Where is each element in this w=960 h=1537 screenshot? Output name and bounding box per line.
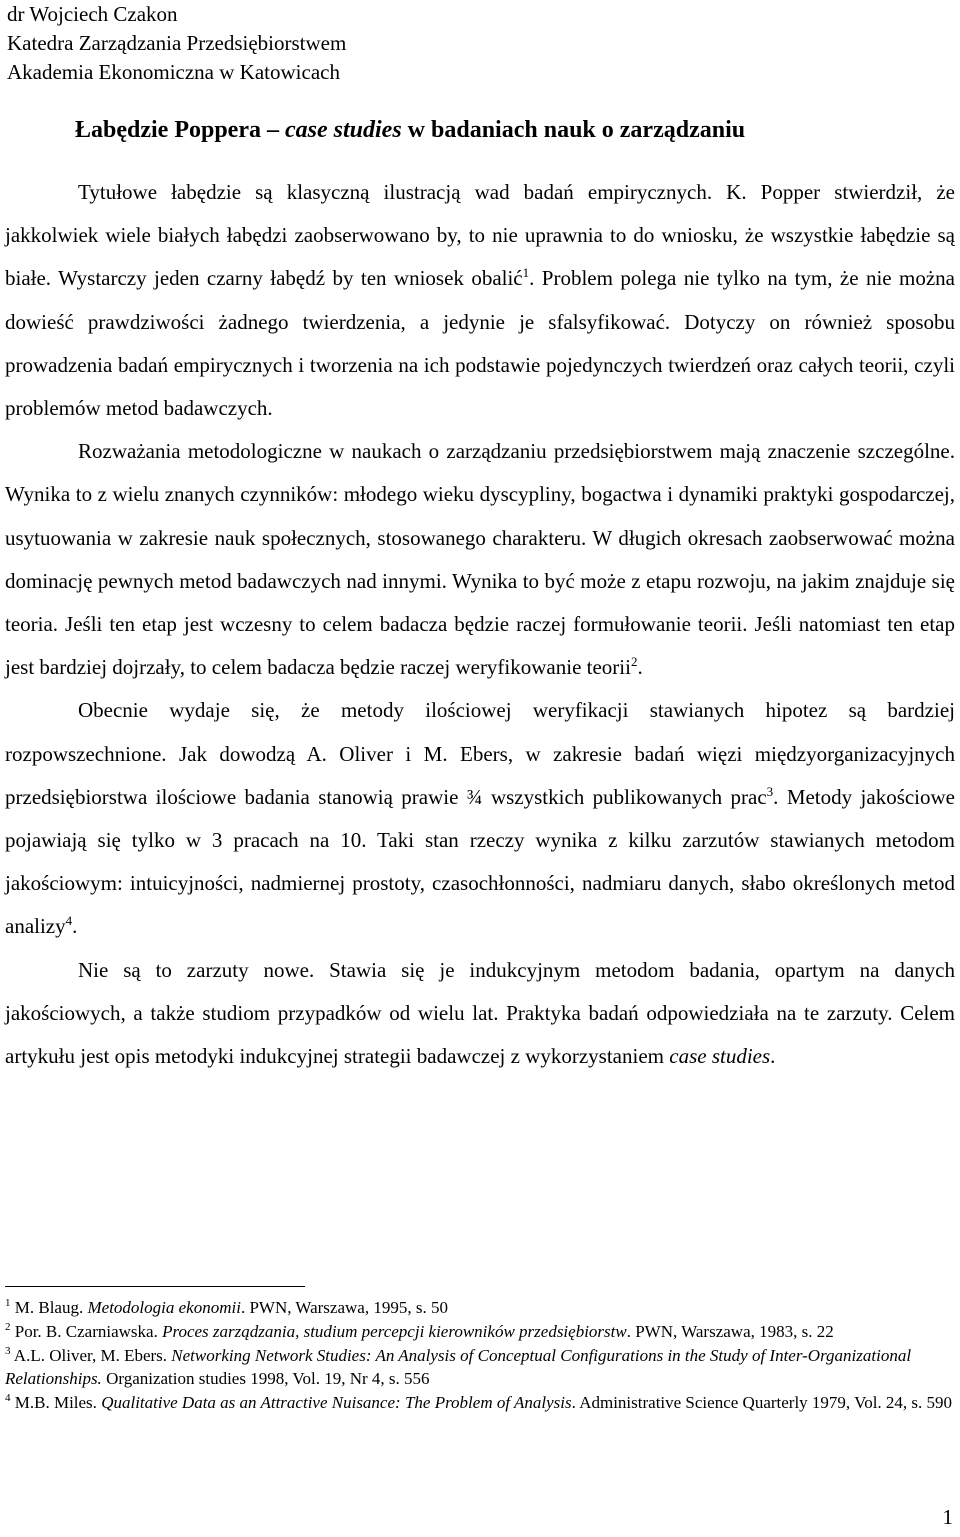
footnote-2 [5,1320,955,1343]
footnote-rest: Organization studies 1998, Vol. 19, Nr 4, s. 556 [101,1369,430,1388]
footnotes [5,1296,955,1415]
footnote-separator [5,1286,305,1287]
footnote-ref-2: 2 [630,654,638,670]
footnote-ref-1: 1 [522,265,530,281]
footnote-author: A.L. Oliver, M. Ebers. [10,1346,172,1365]
footnote-title: Networking Network Studies: An Analysis of Conceptual Configurations in the Study of Inter-Organizational Relationships. [5,1346,912,1388]
paragraph-3-text-c: . [72,914,78,939]
footnote-ref-4: 4 [65,913,73,929]
author-department: Katedra Zarządzania Przedsiębiorstwem [7,31,347,55]
article-title [75,113,745,147]
footnote-3 [5,1344,955,1390]
paragraph-4 [5,949,955,1079]
paragraph-4-italic: case studies [669,1044,771,1069]
footnote-number: 2 [5,1321,11,1333]
paragraph-3-text-b: . Metody jakościowe pojawiają się tylko w 3 pracach na 10. Taki stan rzeczy wynika z kilku zarzutów stawianych metodom jakościowym: intuicyjności, nadmiernej prostoty, czasochłonności, nadmiaru danych, słabo określonych metod analizy [5,784,956,939]
paragraph-3 [5,689,955,948]
title-italic: case studies [285,117,402,143]
author-header [7,0,346,87]
footnote-rest: . PWN, Warszawa, 1983, s. 22 [626,1322,834,1341]
paragraph-2-text-a: Rozważania metodologiczne w naukach o zarządzaniu przedsiębiorstwem mają znaczenie szczególne. Wynika to z wielu znanych czynników: młodego wieku dyscypliny, bogactwa i dynamiki praktyki gospodarczej, usytuowania w zakresie nauk społecznych, stosowanego charakteru. W długich okresach zaobserwować można dominację pewnych metod badawczych nad innymi. Wynika to być może z etapu rozwoju, na jakim znajduje się teoria. Jeśli ten etap jest wczesny to celem badacza będzie raczej formułowanie teorii. Jeśli natomiast ten etap jest bardziej dojrzały, to celem badacza będzie raczej weryfikowanie teorii [5,439,955,680]
paragraph-2-text-b: . [637,655,643,680]
footnote-author: Por. B. Czarniawska. [10,1322,163,1341]
footnote-title: Qualitative Data as an Attractive Nuisance: The Problem of Analysis [101,1393,572,1412]
footnote-title: Proces zarządzania, studium percepcji kierowników przedsiębiorstw [162,1322,627,1341]
footnote-4 [5,1391,955,1414]
footnote-number: 1 [5,1297,11,1309]
author-institution: Akademia Ekonomiczna w Katowicach [7,60,340,84]
paragraph-4-text-b: . [770,1044,776,1069]
paragraph-4-text-a: Nie są to zarzuty nowe. Stawia się je indukcyjnym metodom badania, opartym na danych jakościowych, a także studiom przypadków od wielu lat. Praktyka badań odpowiedziała na te zarzuty. Celem artykułu jest opis metodyki indukcyjnej strategii badawczej z wykorzystaniem [5,957,955,1069]
footnote-author: M. Blaug. [10,1298,88,1317]
title-part-1: Łabędzie Poppera – [75,117,285,143]
author-name: dr Wojciech Czakon [7,2,178,26]
footnote-1 [5,1296,955,1319]
paragraph-1 [5,171,955,430]
article-body [5,171,955,1078]
footnote-number: 4 [5,1392,11,1404]
footnote-ref-3: 3 [766,783,774,799]
title-part-2: w badaniach nauk o zarządzaniu [401,117,746,143]
paragraph-2 [5,430,955,689]
page-number: 1 [942,1505,953,1529]
footnote-number: 3 [5,1345,11,1357]
footnote-author: M.B. Miles. [10,1393,102,1412]
paragraph-1-text-a: Tytułowe łabędzie są klasyczną ilustracją wad badań empirycznych. K. Popper stwierdził, że jakkolwiek wiele białych łabędzi zaobserwowano by, to nie uprawnia to do wniosku, że wszystkie łabędzie są białe. Wystarczy jeden czarny łabędź by ten wniosek obalić [5,180,955,291]
footnote-title: Metodologia ekonomii [87,1298,241,1317]
footnote-rest: . PWN, Warszawa, 1995, s. 50 [240,1298,448,1317]
paragraph-1-text-b: . Problem polega nie tylko na tym, że nie można dowieść prawdziwości żadnego twierdzenia, a jedynie je sfalsyfikować. Dotyczy on również sposobu prowadzenia badań empirycznych i tworzenia na ich podstawie pojedynczych twierdzeń oraz całych teorii, czyli problemów metod badawczych. [5,266,956,421]
paragraph-3-text-a: Obecnie wydaje się, że metody ilościowej weryfikacji stawianych hipotez są bardziej rozpowszechnione. Jak dowodzą A. Oliver i M. Ebers, w zakresie badań więzi międzyorganizacyjnych przedsiębiorstwa ilościowe badania stanowią prawie ¾ wszystkich publikowanych prac [5,698,955,809]
footnote-rest: . Administrative Science Quarterly 1979, Vol. 24, s. 590 [571,1393,953,1412]
